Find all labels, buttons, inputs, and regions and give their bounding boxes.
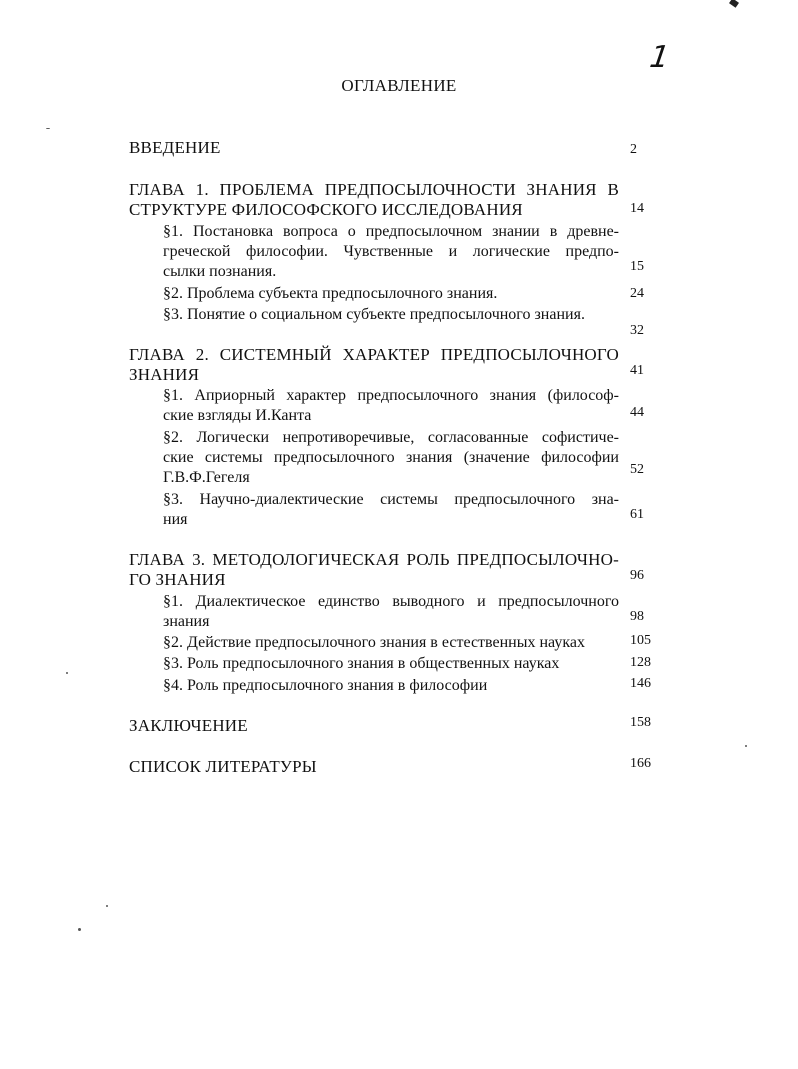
ch1-section-1-line: §1. Постановка вопроса о предпосылочном знании в древне-	[163, 223, 619, 240]
toc-page-intro: 2	[630, 142, 637, 157]
scan-speck	[66, 672, 68, 674]
ch2-section-2-line: Г.В.Ф.Гегеля	[163, 469, 250, 486]
toc-entry-conclusion: ЗАКЛЮЧЕНИЕ	[129, 716, 248, 735]
ch3-section-2-page: 105	[630, 633, 651, 648]
ch1-section-1-line: греческой философии. Чувственные и логические предпо-	[163, 243, 619, 260]
ch2-section-3-page: 61	[630, 507, 644, 522]
ch2-section-1-line: ские взгляды И.Канта	[163, 407, 312, 424]
ch3-section-4-line: §4. Роль предпосылочного знания в философии	[163, 677, 488, 694]
ch1-section-1-page: 15	[630, 259, 644, 274]
chapter-1-title-line: ГЛАВА 1. ПРОБЛЕМА ПРЕДПОСЫЛОЧНОСТИ ЗНАНИЯ В	[129, 180, 619, 199]
chapter-2-title-line: ГЛАВА 2. СИСТЕМНЫЙ ХАРАКТЕР ПРЕДПОСЫЛОЧНОГО	[129, 345, 619, 364]
ch2-section-1-line: §1. Априорный характер предпосылочного знания (философ-	[163, 387, 619, 404]
toc-page-bibliography: 166	[630, 756, 651, 771]
ch3-section-1-line: знания	[163, 613, 210, 630]
ch2-section-2-page: 52	[630, 462, 644, 477]
ch2-section-2-line: ские системы предпосылочного знания (значение философии	[163, 449, 619, 466]
ch1-section-3-line: §3. Понятие о социальном субъекте предпосылочного знания.	[163, 306, 585, 323]
chapter-2-page: 41	[630, 363, 644, 378]
ch3-section-1-page: 98	[630, 609, 644, 624]
ch3-section-1-line: §1. Диалектическое единство выводного и предпосылочного	[163, 593, 619, 610]
ch2-section-2-line: §2. Логически непротиворечивые, согласованные софистиче-	[163, 429, 619, 446]
chapter-2-title-line: ЗНАНИЯ	[129, 365, 200, 384]
toc-page-conclusion: 158	[630, 715, 651, 730]
chapter-3-title-line: ГО ЗНАНИЯ	[129, 570, 226, 589]
ch2-section-3-line: ния	[163, 511, 188, 528]
ch1-section-3-page: 32	[630, 323, 644, 338]
toc-heading: ОГЛАВЛЕНИЕ	[341, 76, 457, 95]
scan-speck	[46, 128, 50, 129]
chapter-3-page: 96	[630, 568, 644, 583]
ch2-section-1-page: 44	[630, 405, 644, 420]
toc-entry-bibliography: СПИСОК ЛИТЕРАТУРЫ	[129, 757, 317, 776]
ch3-section-3-page: 128	[630, 655, 651, 670]
scan-mark	[729, 0, 739, 8]
ch3-section-4-page: 146	[630, 676, 651, 691]
chapter-3-title-line: ГЛАВА 3. МЕТОДОЛОГИЧЕСКАЯ РОЛЬ ПРЕДПОСЫЛОЧНО-	[129, 550, 619, 569]
ch2-section-3-line: §3. Научно-диалектические системы предпосылочного зна-	[163, 491, 619, 508]
scan-speck	[745, 745, 747, 747]
toc-entry-intro: ВВЕДЕНИЕ	[129, 138, 221, 157]
chapter-1-page: 14	[630, 201, 644, 216]
handwritten-page-number: 1	[647, 40, 672, 75]
scan-speck	[106, 905, 108, 907]
ch1-section-2-line: §2. Проблема субъекта предпосылочного знания.	[163, 285, 498, 302]
ch3-section-3-line: §3. Роль предпосылочного знания в общественных науках	[163, 655, 560, 672]
chapter-1-title-line: СТРУКТУРЕ ФИЛОСОФСКОГО ИССЛЕДОВАНИЯ	[129, 200, 523, 219]
scan-speck	[78, 928, 81, 931]
ch1-section-1-line: сылки познания.	[163, 263, 277, 280]
ch3-section-2-line: §2. Действие предпосылочного знания в естественных науках	[163, 634, 585, 651]
ch1-section-2-page: 24	[630, 286, 644, 301]
